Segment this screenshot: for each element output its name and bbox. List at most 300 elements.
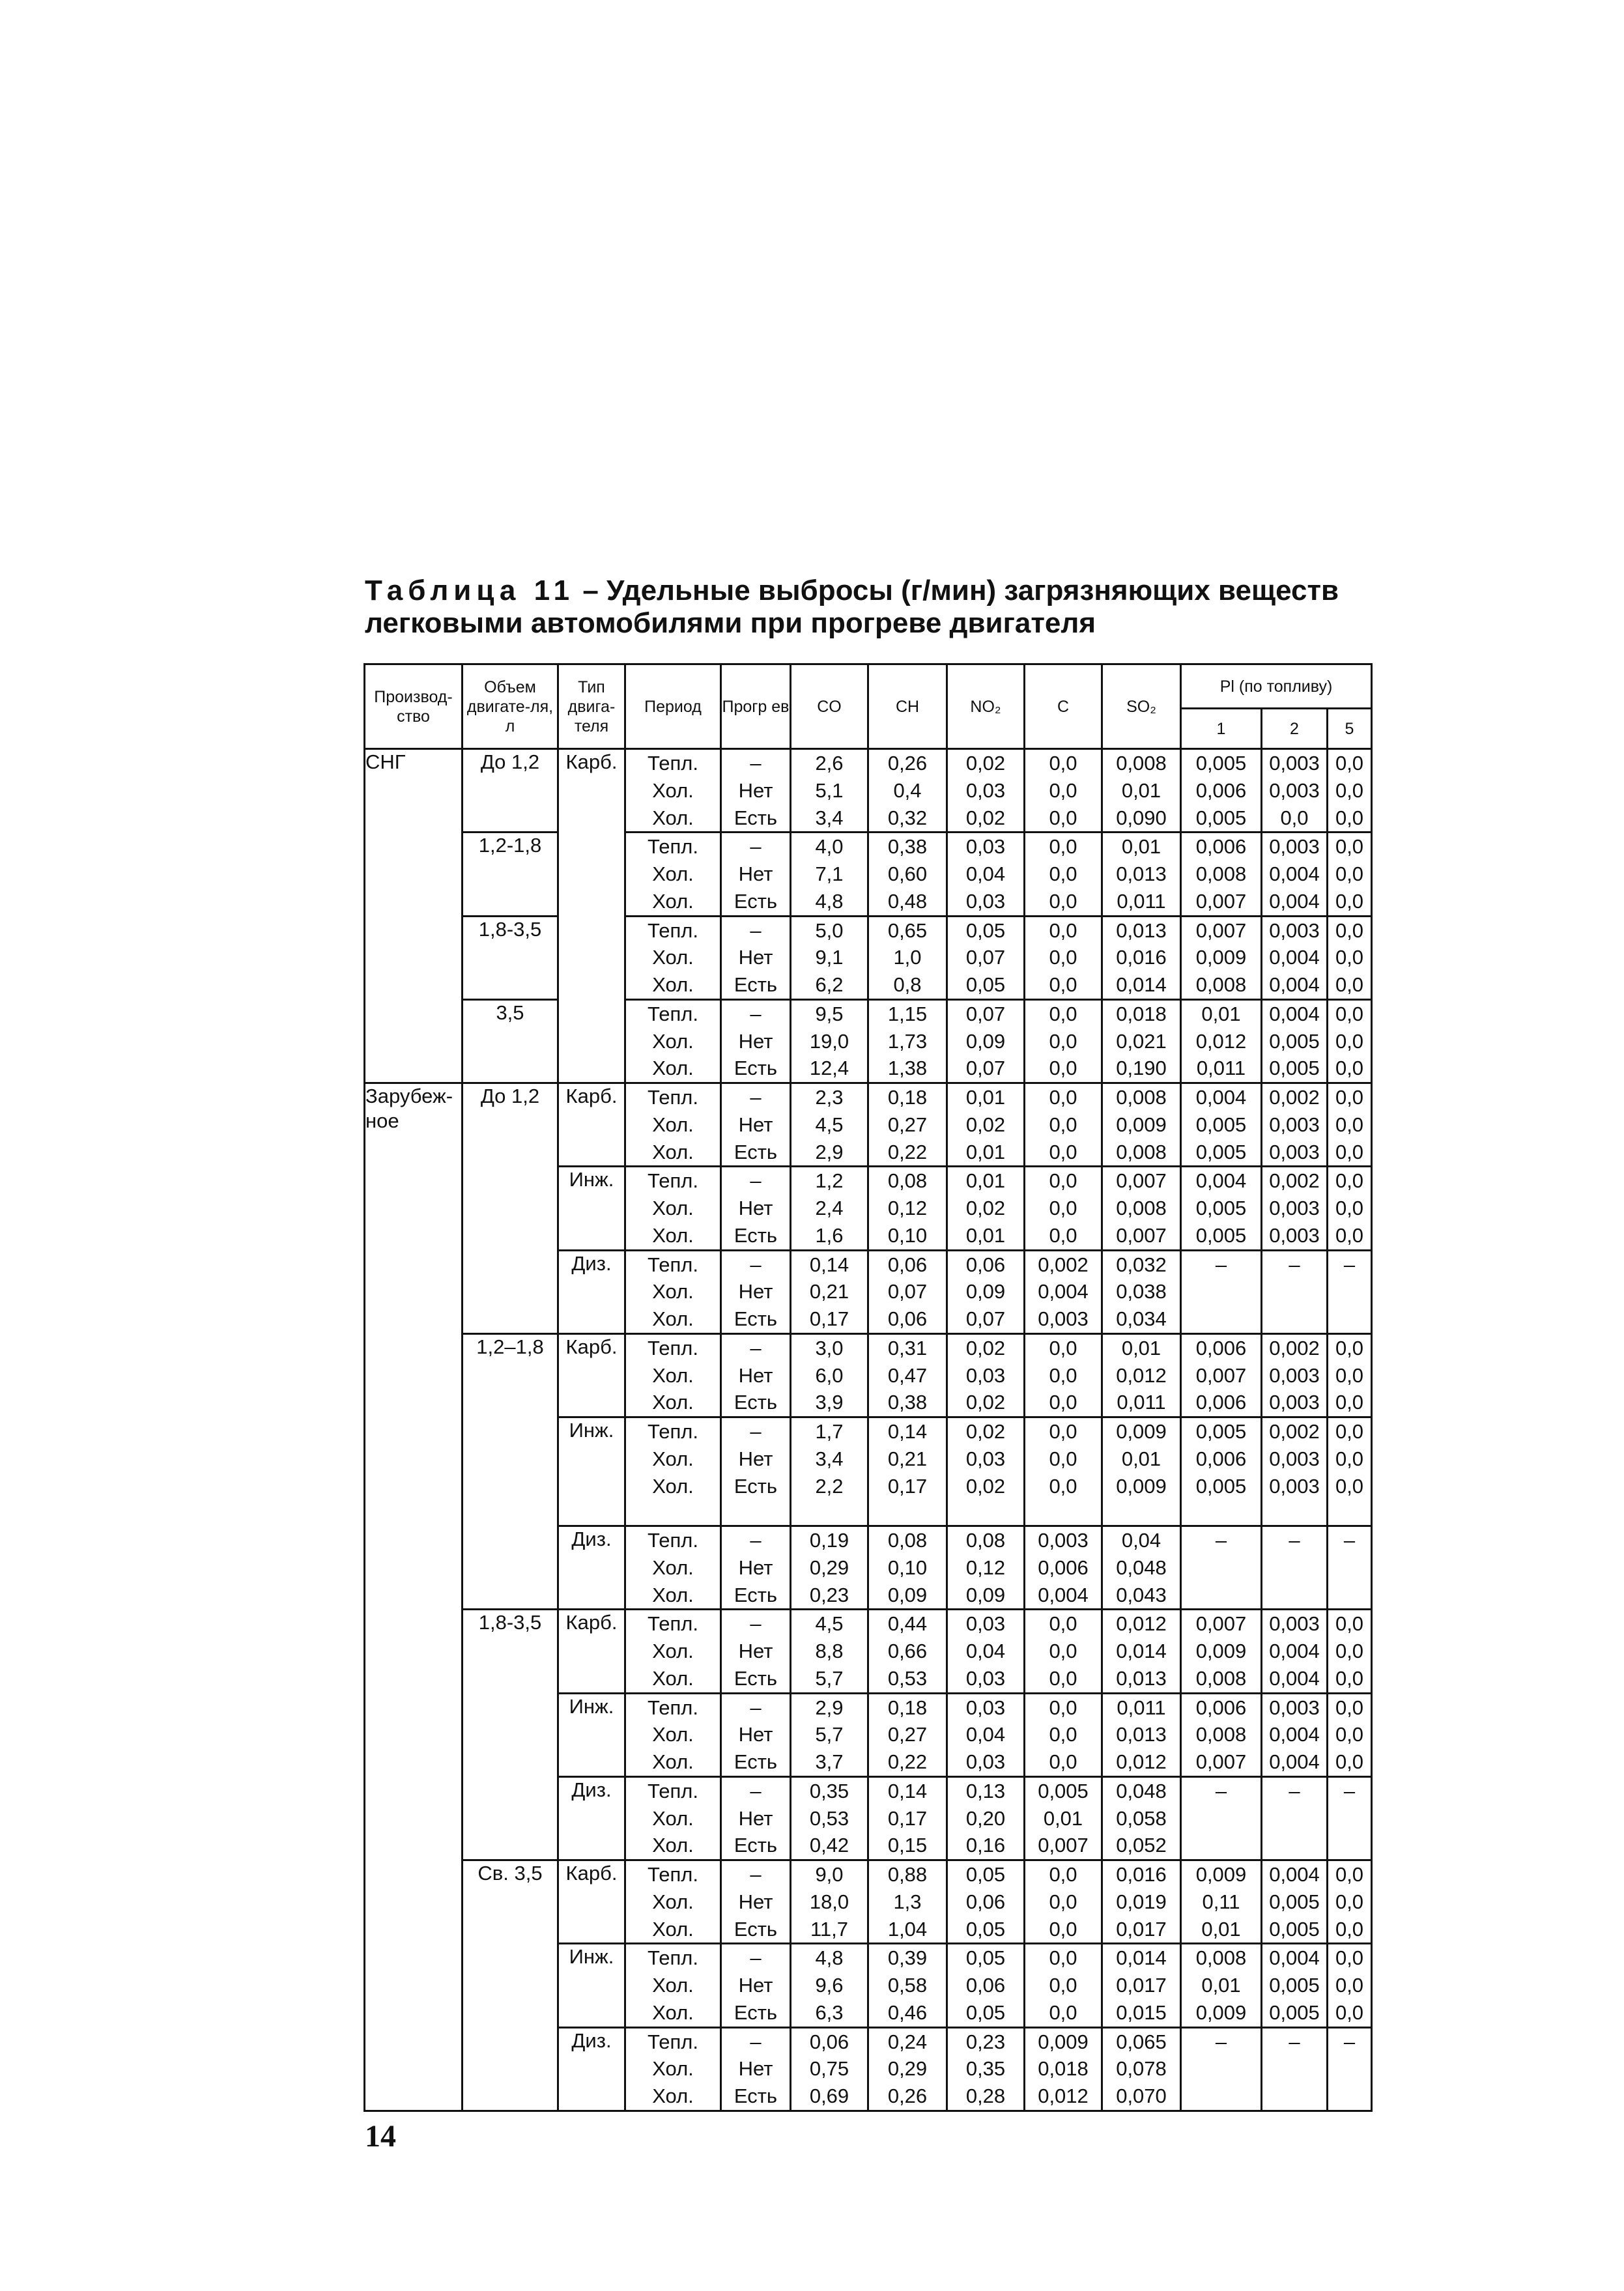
- pi2-cell: [1262, 916, 1328, 999]
- warmup-cell: [721, 1333, 791, 1417]
- ch-value: 1,73: [887, 1029, 928, 1053]
- pi1-cell: [1181, 1860, 1262, 1944]
- pi2-value: 0,005: [1269, 1890, 1320, 1913]
- pi1-value: [1182, 1554, 1261, 1582]
- pi2-value: [1262, 1554, 1326, 1582]
- no2-value: 0,09: [965, 1280, 1006, 1303]
- pi5-cell: [1328, 832, 1372, 916]
- ch-value: 0,14: [887, 1779, 928, 1802]
- so2-value: 0,038: [1116, 1280, 1167, 1303]
- no2-cell: [947, 2027, 1025, 2111]
- period-value: Хол.: [652, 1197, 694, 1219]
- period-value: Хол.: [652, 1723, 694, 1746]
- co-value: 0,42: [809, 1834, 849, 1857]
- so2-value: 0,021: [1116, 1029, 1167, 1053]
- pi1-value: –: [1215, 2030, 1227, 2053]
- period-cell: [625, 1167, 721, 1250]
- no2-value: 0,02: [965, 752, 1006, 775]
- co-value: 5,7: [815, 1666, 844, 1690]
- co-cell: [791, 2027, 868, 2111]
- ch-cell: [868, 832, 947, 916]
- ch-value: 0,38: [887, 835, 928, 859]
- period-value: Тепл.: [648, 1529, 698, 1552]
- pi2-cell: [1262, 1417, 1328, 1526]
- no2-value: 0,05: [965, 1946, 1006, 1970]
- pi2-value: 0,002: [1269, 1169, 1320, 1193]
- pi5-value: [1328, 1805, 1371, 1832]
- co-cell: [791, 1776, 868, 1860]
- so2-cell: [1102, 1333, 1181, 1417]
- pi2-cell: [1262, 1860, 1328, 1944]
- pi1-cell: [1181, 1083, 1262, 1167]
- pi1-value: 0,007: [1195, 1612, 1247, 1636]
- co-value: 4,8: [815, 889, 844, 913]
- pi2-cell: [1262, 2027, 1328, 2111]
- header-producer: Производ-ство: [365, 664, 463, 749]
- header-engine-type: Тип двига-теля: [558, 664, 625, 749]
- co-value: 5,1: [815, 778, 844, 802]
- producer-cell: СНГ: [365, 749, 463, 1083]
- pi1-value: 0,006: [1195, 1336, 1247, 1359]
- no2-cell: [947, 749, 1025, 832]
- c-value: 0,0: [1049, 1086, 1077, 1109]
- caption-prefix: Таблица 11: [365, 575, 575, 606]
- co-value: 4,5: [815, 1612, 844, 1636]
- header-engine-volume: Объем двигате-ля, л: [463, 664, 558, 749]
- pi1-cell: [1181, 749, 1262, 832]
- period-value: Хол.: [652, 1474, 694, 1498]
- period-value: Тепл.: [648, 2030, 698, 2053]
- so2-value: 0,048: [1116, 1556, 1167, 1579]
- co-value: 9,6: [815, 1974, 844, 1997]
- pi2-value: 0,004: [1269, 1723, 1320, 1746]
- period-value: Тепл.: [648, 1336, 698, 1359]
- c-value: 0,0: [1049, 1696, 1077, 1719]
- so2-value: 0,034: [1116, 1307, 1167, 1330]
- pi1-value: 0,006: [1195, 1696, 1247, 1719]
- pi2-value: –: [1289, 2030, 1300, 2053]
- pi5-value: 0,0: [1335, 1640, 1364, 1662]
- pi2-cell: [1262, 1944, 1328, 2027]
- ch-value: 0,06: [887, 1307, 928, 1330]
- ch-value: 1,38: [887, 1057, 928, 1080]
- pi5-cell: [1328, 2027, 1372, 2111]
- ch-value: 0,38: [887, 1391, 928, 1414]
- no2-value: 0,01: [965, 1086, 1006, 1109]
- header-so2: SO₂: [1102, 664, 1181, 749]
- pi1-value: [1182, 1832, 1261, 1859]
- no2-value: 0,06: [965, 1253, 1006, 1276]
- pi2-value: 0,0: [1280, 806, 1309, 829]
- c-value: 0,0: [1049, 973, 1077, 996]
- ch-value: 0,22: [887, 1750, 928, 1773]
- co-cell: [791, 1610, 868, 1693]
- co-value: 2,4: [815, 1197, 844, 1219]
- period-value: Тепл.: [648, 1253, 698, 1276]
- producer-cell: Зарубеж-ное: [365, 1083, 463, 2111]
- pi1-value: –: [1215, 1779, 1227, 1802]
- pi5-value: 0,0: [1335, 1057, 1364, 1080]
- warmup-value: –: [750, 1946, 762, 1970]
- c-value: 0,0: [1049, 752, 1077, 775]
- pi1-cell: [1181, 916, 1262, 999]
- c-cell: [1025, 1526, 1102, 1610]
- co-cell: [791, 916, 868, 999]
- header-warmup: Прогр ев: [721, 664, 791, 749]
- co-value: 1,6: [815, 1223, 844, 1247]
- pi2-value: [1262, 1805, 1326, 1832]
- pi1-value: 0,009: [1195, 1640, 1247, 1662]
- c-value: 0,0: [1049, 1336, 1077, 1359]
- co-value: 9,5: [815, 1002, 844, 1025]
- warmup-value: Нет: [738, 1197, 773, 1219]
- no2-value: 0,07: [965, 1057, 1006, 1080]
- no2-cell: [947, 832, 1025, 916]
- c-value: 0,006: [1038, 1556, 1089, 1579]
- warmup-cell: [721, 1610, 791, 1693]
- co-value: 9,1: [815, 946, 844, 969]
- period-value: Хол.: [652, 778, 694, 802]
- period-value: Тепл.: [648, 752, 698, 775]
- table-row: [365, 1083, 1372, 1167]
- no2-cell: [947, 1776, 1025, 1860]
- co-value: 2,6: [815, 752, 844, 775]
- co-value: 2,9: [815, 1696, 844, 1719]
- engine-volume-cell: До 1,2: [463, 1083, 558, 1334]
- pi1-value: 0,008: [1195, 862, 1247, 885]
- co-value: 4,8: [815, 1946, 844, 1970]
- c-value: 0,0: [1049, 1002, 1077, 1025]
- pi1-value: 0,005: [1195, 1197, 1247, 1219]
- c-value: 0,0: [1049, 1612, 1077, 1636]
- co-value: 3,4: [815, 1447, 844, 1470]
- co-cell: [791, 1693, 868, 1776]
- warmup-cell: [721, 916, 791, 999]
- pi5-cell: [1328, 1167, 1372, 1250]
- pi5-value: 0,0: [1335, 1890, 1364, 1913]
- warmup-value: –: [750, 1696, 762, 1719]
- co-cell: [791, 1944, 868, 2027]
- engine-volume-cell: Св. 3,5: [463, 1860, 558, 2111]
- so2-value: 0,052: [1116, 1834, 1167, 1857]
- ch-value: 0,10: [887, 1223, 928, 1247]
- pi5-value: 0,0: [1335, 1974, 1364, 1997]
- so2-value: 0,070: [1116, 2085, 1167, 2107]
- c-value: 0,0: [1049, 862, 1077, 885]
- co-cell: [791, 999, 868, 1083]
- co-value: 2,2: [815, 1474, 844, 1498]
- no2-value: 0,07: [965, 1002, 1006, 1025]
- period-value: Хол.: [652, 1890, 694, 1913]
- co-value: 0,19: [809, 1529, 849, 1552]
- warmup-value: Есть: [734, 889, 778, 913]
- pi5-cell: [1328, 1333, 1372, 1417]
- period-value: Хол.: [652, 806, 694, 829]
- so2-value: 0,018: [1116, 1002, 1167, 1025]
- ch-value: 0,65: [887, 918, 928, 942]
- co-value: 7,1: [815, 862, 844, 885]
- ch-value: 0,47: [887, 1363, 928, 1387]
- c-value: 0,009: [1038, 2030, 1089, 2053]
- pi5-value: 0,0: [1335, 918, 1364, 942]
- no2-cell: [947, 1167, 1025, 1250]
- c-value: 0,0: [1049, 1723, 1077, 1746]
- pi2-value: [1262, 2083, 1326, 2110]
- so2-cell: [1102, 1417, 1181, 1526]
- ch-value: 0,09: [887, 1583, 928, 1606]
- so2-value: 0,014: [1116, 973, 1167, 996]
- ch-cell: [868, 1167, 947, 1250]
- pi1-cell: [1181, 999, 1262, 1083]
- so2-cell: [1102, 916, 1181, 999]
- pi1-value: [1182, 1582, 1261, 1609]
- co-value: 0,17: [809, 1307, 849, 1330]
- pi2-value: 0,004: [1269, 1750, 1320, 1773]
- table-row: [365, 1610, 1372, 1693]
- so2-value: 0,190: [1116, 1057, 1167, 1080]
- warmup-value: Есть: [734, 1666, 778, 1690]
- pi5-cell: [1328, 1250, 1372, 1333]
- co-value: 6,0: [815, 1363, 844, 1387]
- table-row: [365, 749, 1372, 832]
- pi2-value: [1262, 1582, 1326, 1609]
- c-value: 0,0: [1049, 1863, 1077, 1886]
- pi1-cell: [1181, 1526, 1262, 1610]
- ch-value: 0,07: [887, 1280, 928, 1303]
- co-value: 4,5: [815, 1113, 844, 1136]
- c-cell: [1025, 1610, 1102, 1693]
- so2-cell: [1102, 1250, 1181, 1333]
- pi1-value: [1182, 1805, 1261, 1832]
- pi2-value: 0,005: [1269, 2000, 1320, 2024]
- so2-cell: [1102, 999, 1181, 1083]
- warmup-cell: [721, 1167, 791, 1250]
- period-cell: [625, 1860, 721, 1944]
- pi5-value: [1328, 1305, 1371, 1333]
- so2-value: 0,009: [1116, 1113, 1167, 1136]
- period-value: Тепл.: [648, 1002, 698, 1025]
- co-value: 5,0: [815, 918, 844, 942]
- ch-cell: [868, 1860, 947, 1944]
- co-cell: [791, 1333, 868, 1417]
- c-value: 0,0: [1049, 1140, 1077, 1163]
- caption-title-part1: – Удельные выбросы (г/мин) загрязняющих веществ: [575, 575, 1339, 606]
- no2-value: 0,05: [965, 2000, 1006, 2024]
- pi1-value: 0,006: [1195, 1391, 1247, 1414]
- pi1-value: 0,006: [1195, 835, 1247, 859]
- pi5-value: 0,0: [1335, 1474, 1364, 1498]
- period-value: Хол.: [652, 2000, 694, 2024]
- header-pi: Pl (по топливу): [1181, 664, 1372, 709]
- no2-cell: [947, 1417, 1025, 1526]
- pi1-value: 0,009: [1195, 946, 1247, 969]
- warmup-value: Нет: [738, 1029, 773, 1053]
- ch-value: 0,58: [887, 1974, 928, 1997]
- so2-value: 0,008: [1116, 1086, 1167, 1109]
- period-value: Хол.: [652, 1057, 694, 1080]
- period-cell: [625, 1083, 721, 1167]
- engine-type-cell: Диз.: [558, 1526, 625, 1610]
- period-cell: [625, 1333, 721, 1417]
- no2-value: 0,02: [965, 1336, 1006, 1359]
- pi2-value: 0,003: [1269, 1391, 1320, 1414]
- emissions-table: [363, 663, 1373, 2112]
- warmup-value: Нет: [738, 1280, 773, 1303]
- pi5-value: [1328, 2055, 1371, 2083]
- warmup-value: Нет: [738, 1806, 773, 1830]
- pi2-value: 0,004: [1269, 862, 1320, 885]
- so2-value: 0,012: [1116, 1363, 1167, 1387]
- pi2-value: [1262, 1832, 1326, 1859]
- so2-cell: [1102, 2027, 1181, 2111]
- pi5-value: 0,0: [1335, 1391, 1364, 1414]
- c-value: 0,0: [1049, 1113, 1077, 1136]
- so2-value: 0,01: [1121, 835, 1161, 859]
- c-value: 0,0: [1049, 1946, 1077, 1970]
- ch-value: 1,3: [893, 1890, 922, 1913]
- c-value: 0,0: [1049, 1391, 1077, 1414]
- engine-volume-cell: До 1,2: [463, 749, 558, 832]
- no2-value: 0,12: [965, 1556, 1006, 1579]
- warmup-value: Есть: [734, 1223, 778, 1247]
- ch-value: 0,46: [887, 2000, 928, 2024]
- pi2-value: 0,002: [1269, 1086, 1320, 1109]
- no2-value: 0,02: [965, 1197, 1006, 1219]
- period-value: Хол.: [652, 1363, 694, 1387]
- warmup-cell: [721, 1693, 791, 1776]
- c-value: 0,0: [1049, 778, 1077, 802]
- pi2-value: 0,003: [1269, 1696, 1320, 1719]
- pi1-value: 0,007: [1195, 1363, 1247, 1387]
- warmup-cell: [721, 1083, 791, 1167]
- c-value: 0,0: [1049, 1750, 1077, 1773]
- no2-cell: [947, 1693, 1025, 1776]
- engine-type-cell: Карб.: [558, 1333, 625, 1417]
- pi1-value: 0,005: [1195, 1223, 1247, 1247]
- c-value: 0,002: [1038, 1253, 1089, 1276]
- warmup-cell: [721, 1944, 791, 2027]
- ch-value: 0,29: [887, 2057, 928, 2081]
- pi1-value: 0,006: [1195, 1447, 1247, 1470]
- ch-value: 0,17: [887, 1806, 928, 1830]
- warmup-cell: [721, 1250, 791, 1333]
- engine-type-cell: Инж.: [558, 1417, 625, 1526]
- no2-value: 0,07: [965, 1307, 1006, 1330]
- ch-cell: [868, 916, 947, 999]
- pi2-value: 0,003: [1269, 835, 1320, 859]
- co-cell: [791, 1083, 868, 1167]
- warmup-value: Нет: [738, 1556, 773, 1579]
- warmup-value: Нет: [738, 2057, 773, 2081]
- pi5-value: 0,0: [1335, 1029, 1364, 1053]
- ch-value: 0,32: [887, 806, 928, 829]
- so2-value: 0,013: [1116, 1666, 1167, 1690]
- pi2-value: 0,004: [1269, 1863, 1320, 1886]
- warmup-value: Есть: [734, 1834, 778, 1857]
- no2-value: 0,02: [965, 1474, 1006, 1498]
- period-value: Тепл.: [648, 1169, 698, 1193]
- ch-value: 0,24: [887, 2030, 928, 2053]
- so2-value: 0,017: [1116, 1917, 1167, 1941]
- no2-value: 0,02: [965, 1391, 1006, 1414]
- pi5-value: 0,0: [1335, 1723, 1364, 1746]
- so2-value: 0,016: [1116, 946, 1167, 969]
- co-value: 6,3: [815, 2000, 844, 2024]
- ch-value: 0,10: [887, 1556, 928, 1579]
- warmup-value: –: [750, 2030, 762, 2053]
- engine-type-cell: Карб.: [558, 1860, 625, 1944]
- pi5-cell: [1328, 1610, 1372, 1693]
- period-cell: [625, 916, 721, 999]
- engine-type-cell: Инж.: [558, 1944, 625, 2027]
- warmup-value: Есть: [734, 1391, 778, 1414]
- co-value: 3,9: [815, 1391, 844, 1414]
- no2-value: 0,05: [965, 973, 1006, 996]
- c-value: 0,004: [1038, 1280, 1089, 1303]
- pi1-value: [1182, 2083, 1261, 2110]
- period-value: Хол.: [652, 889, 694, 913]
- pi1-value: [1182, 1278, 1261, 1305]
- pi1-value: 0,005: [1195, 1140, 1247, 1163]
- ch-value: 0,88: [887, 1863, 928, 1886]
- co-value: 0,35: [809, 1779, 849, 1802]
- ch-value: 0,53: [887, 1666, 928, 1690]
- no2-value: 0,03: [965, 1750, 1006, 1773]
- pi5-value: 0,0: [1335, 1113, 1364, 1136]
- pi2-value: 0,004: [1269, 1666, 1320, 1690]
- warmup-value: Есть: [734, 1057, 778, 1080]
- ch-cell: [868, 1083, 947, 1167]
- so2-value: 0,012: [1116, 1750, 1167, 1773]
- period-value: Хол.: [652, 1834, 694, 1857]
- pi2-value: 0,004: [1269, 973, 1320, 996]
- so2-cell: [1102, 832, 1181, 916]
- period-value: Хол.: [652, 1447, 694, 1470]
- pi2-value: 0,002: [1269, 1420, 1320, 1443]
- ch-cell: [868, 1944, 947, 2027]
- pi5-cell: [1328, 1776, 1372, 1860]
- period-cell: [625, 2027, 721, 2111]
- warmup-cell: [721, 832, 791, 916]
- ch-value: 0,4: [893, 778, 922, 802]
- pi5-value: 0,0: [1335, 1863, 1364, 1886]
- header-no2: NO₂: [947, 664, 1025, 749]
- no2-value: 0,04: [965, 862, 1006, 885]
- warmup-value: Нет: [738, 1113, 773, 1136]
- pi1-value: 0,005: [1195, 1474, 1247, 1498]
- pi1-value: 0,004: [1195, 1086, 1247, 1109]
- co-value: 18,0: [809, 1890, 849, 1913]
- ch-value: 0,21: [887, 1447, 928, 1470]
- warmup-value: –: [750, 1863, 762, 1886]
- engine-volume-cell: 1,8-3,5: [463, 916, 558, 999]
- pi5-value: 0,0: [1335, 1750, 1364, 1773]
- pi2-value: 0,005: [1269, 1917, 1320, 1941]
- pi1-value: 0,11: [1202, 1890, 1240, 1913]
- table-row: [365, 916, 1372, 999]
- so2-value: 0,009: [1116, 1420, 1167, 1443]
- c-value: 0,0: [1049, 1666, 1077, 1690]
- no2-value: 0,05: [965, 1863, 1006, 1886]
- so2-value: 0,032: [1116, 1253, 1167, 1276]
- header-period: Период: [625, 664, 721, 749]
- c-value: 0,012: [1038, 2085, 1089, 2107]
- caption-line-1: [365, 575, 1394, 607]
- pi5-value: 0,0: [1335, 1140, 1364, 1163]
- warmup-value: Нет: [738, 1974, 773, 1997]
- co-value: 0,75: [809, 2057, 849, 2081]
- no2-value: 0,05: [965, 1917, 1006, 1941]
